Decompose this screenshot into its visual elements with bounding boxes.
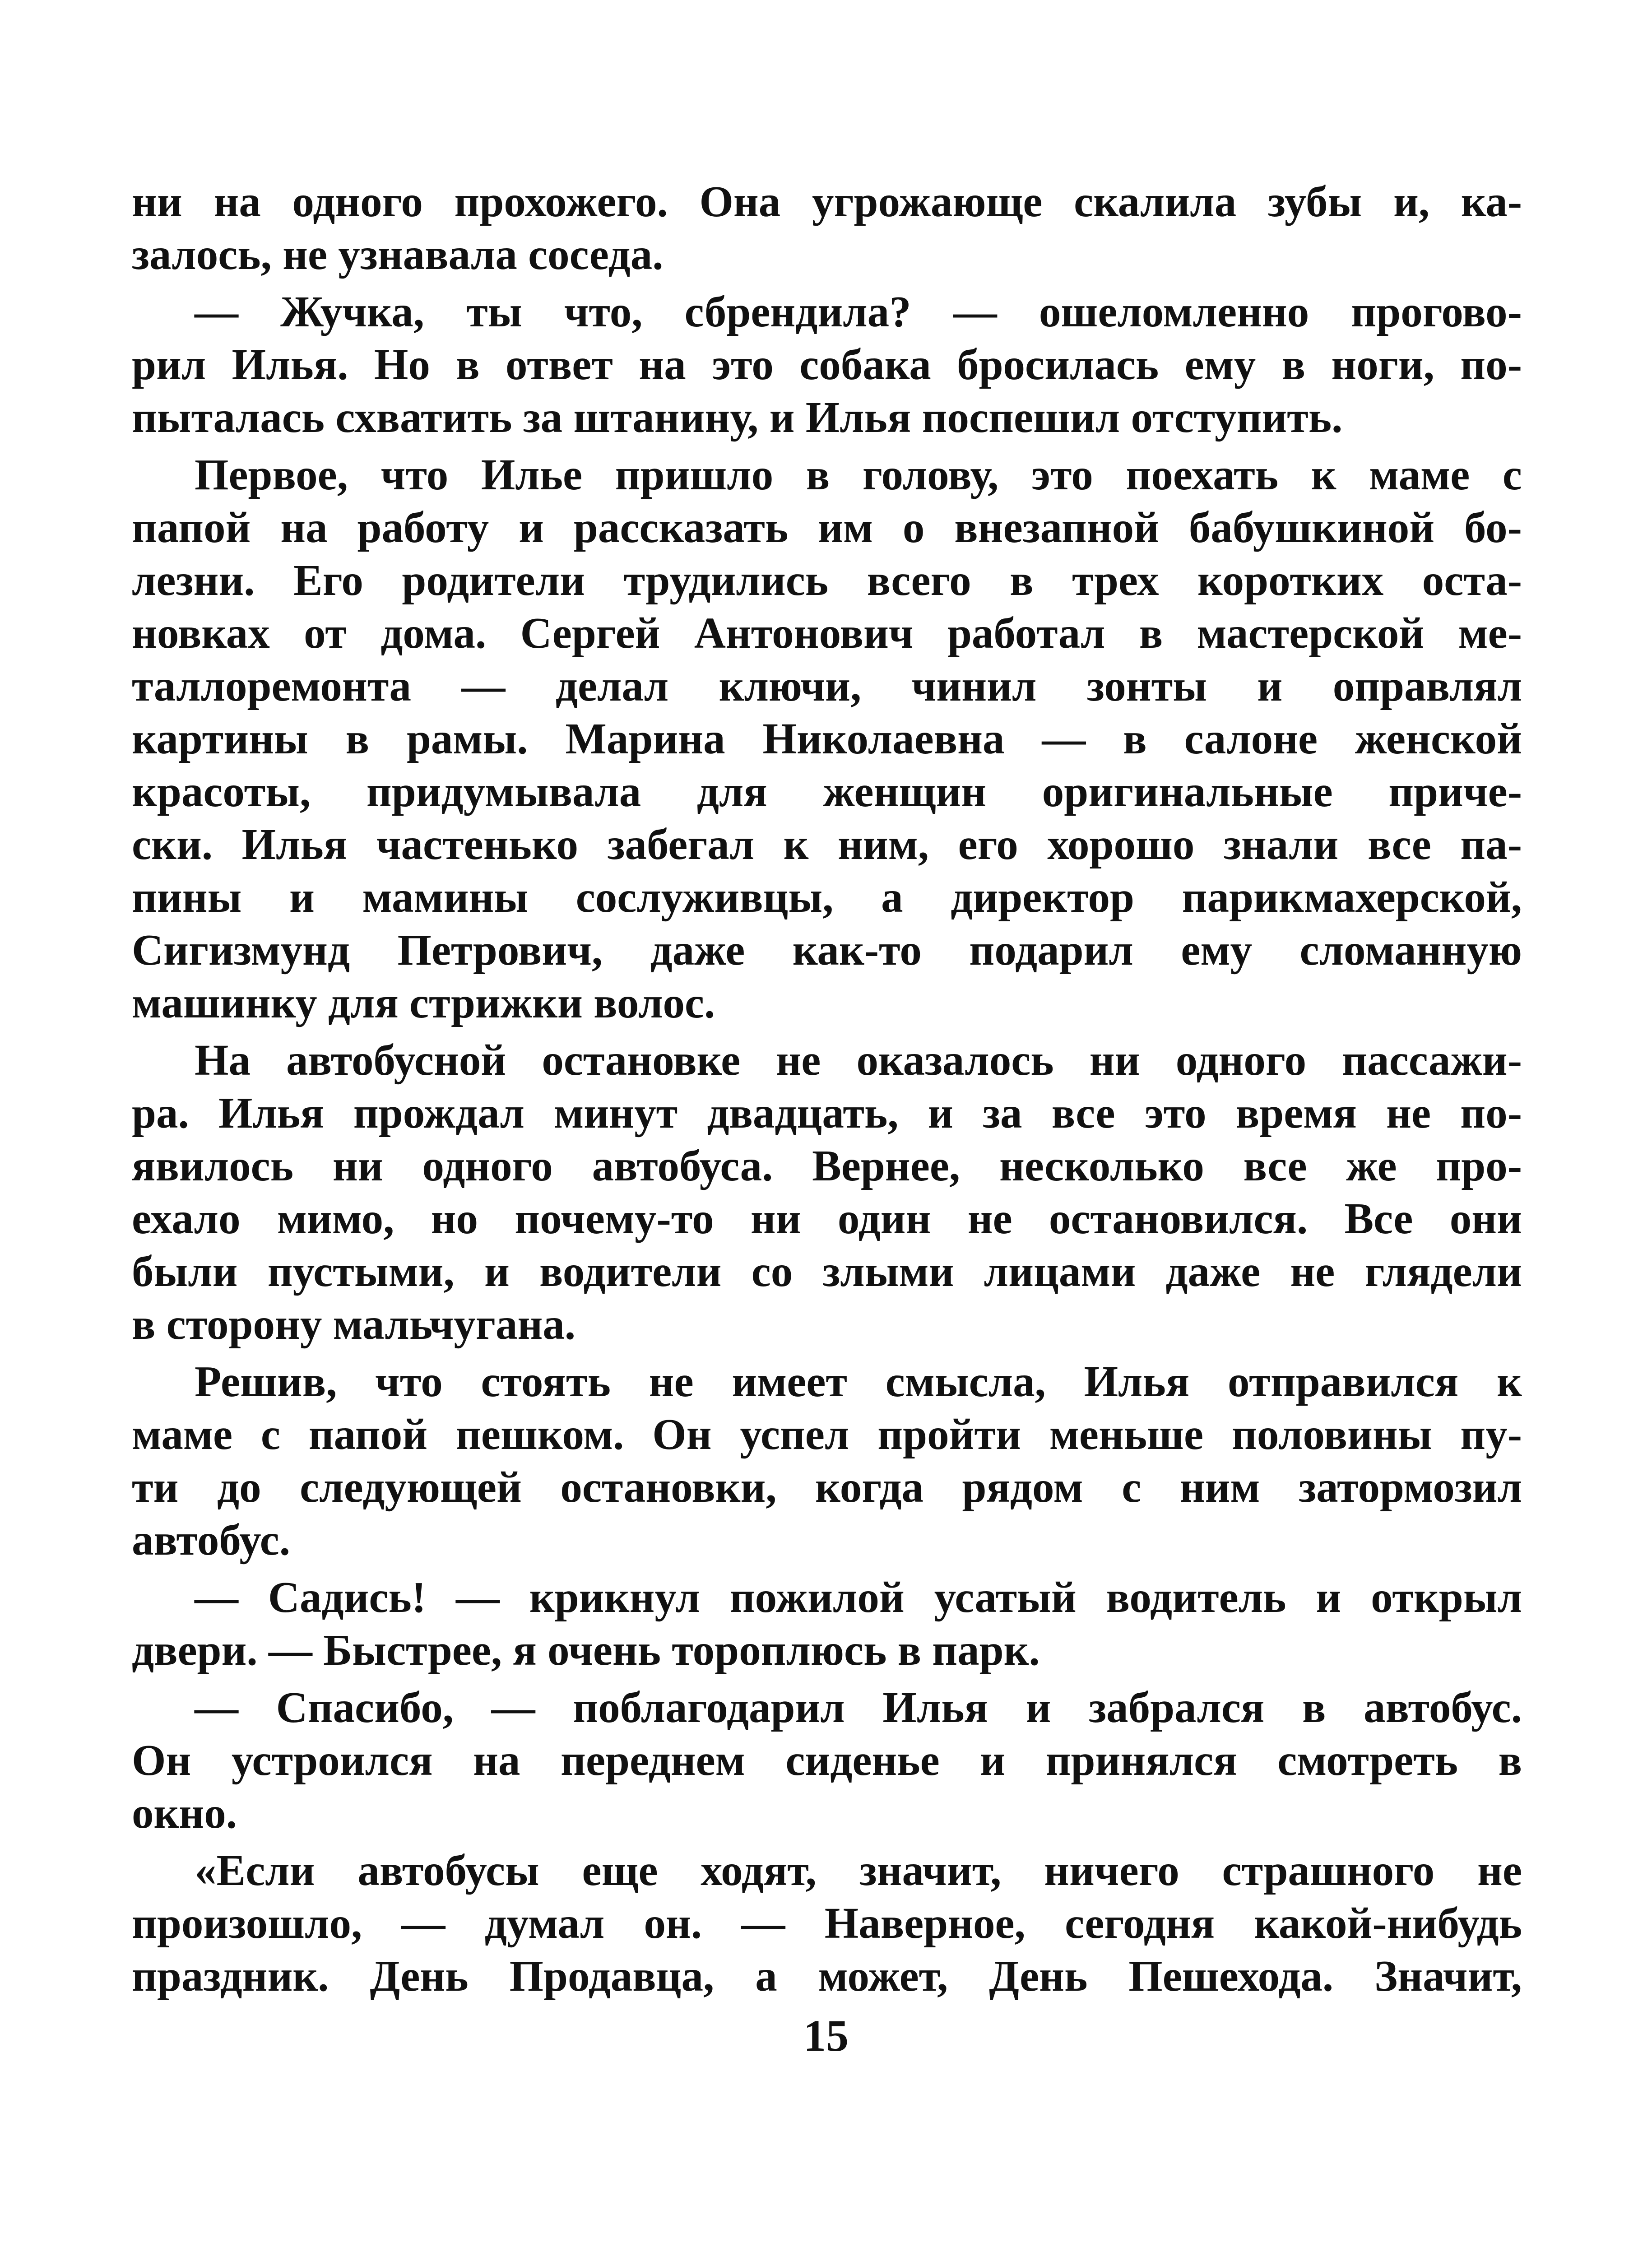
page-number: 15 [803, 2011, 849, 2061]
text-line: машинку для стрижки волос. [132, 979, 715, 1027]
text-line: ти до следующей остановки, когда рядом с ним затормозил [132, 1463, 1522, 1511]
text-line: ехало мимо, но почему-то ни один не остановился. Все они [132, 1194, 1522, 1243]
paragraph [132, 448, 1522, 1029]
text-line: ни на одного прохожего. Она угрожающе скалила зубы и, ка- [132, 177, 1522, 226]
text-line: — Жучка, ты что, сбрендила? — ошеломленно прогово- [195, 288, 1522, 336]
text-line: Сигизмунд Петрович, даже как-то подарил ему сломанную [132, 926, 1522, 974]
paragraph [132, 1355, 1522, 1566]
text-line: «Если автобусы еще ходят, значит, ничего страшного не [195, 1846, 1522, 1895]
body-text [132, 175, 1522, 2007]
paragraph [132, 175, 1522, 281]
paragraph [132, 285, 1522, 444]
text-line: На автобусной остановке не оказалось ни одного пассажи- [195, 1036, 1522, 1084]
text-line: папой на работу и рассказать им о внезапной бабушкиной бо- [132, 503, 1522, 552]
text-line: автобус. [132, 1516, 290, 1564]
text-line: залось, не узнавала соседа. [132, 230, 664, 279]
text-line: пыталась схватить за штанину, и Илья поспешил отступить. [132, 393, 1343, 441]
text-line: произошло, — думал он. — Наверное, сегодня какой-нибудь [132, 1899, 1522, 1947]
text-line: в сторону мальчугана. [132, 1300, 576, 1348]
text-line: лезни. Его родители трудились всего в трех коротких оста- [132, 556, 1522, 604]
text-line: пины и мамины сослуживцы, а директор парикмахерской, [132, 873, 1522, 921]
text-line: ски. Илья частенько забегал к ним, его хорошо знали все па- [132, 820, 1522, 868]
paragraph [132, 1681, 1522, 1839]
text-line: были пустыми, и водители со злыми лицами даже не глядели [132, 1247, 1522, 1296]
text-line: двери. — Быстрее, я очень тороплюсь в парк. [132, 1626, 1040, 1674]
text-line: — Садись! — крикнул пожилой усатый водитель и открыл [195, 1573, 1522, 1621]
text-line: новках от дома. Сергей Антонович работал в мастерской ме- [132, 609, 1522, 657]
text-line: таллоремонта — делал ключи, чинил зонты и оправлял [132, 662, 1522, 710]
text-line: Решив, что стоять не имеет смысла, Илья отправился к [195, 1357, 1522, 1406]
text-line: окно. [132, 1789, 237, 1837]
text-line: Первое, что Илье пришло в голову, это поехать к маме с [195, 450, 1522, 499]
paragraph [132, 1844, 1522, 2002]
text-line: — Спасибо, — поблагодарил Илья и забрался в автобус. [195, 1683, 1522, 1732]
text-line: рил Илья. Но в ответ на это собака бросилась ему в ноги, по- [132, 340, 1522, 389]
paragraph [132, 1571, 1522, 1676]
text-line: картины в рамы. Марина Николаевна — в салоне женской [132, 715, 1522, 763]
paragraph [132, 1034, 1522, 1351]
text-line: красоты, придумывала для женщин оригинальные приче- [132, 767, 1522, 816]
text-line: маме с папой пешком. Он успел пройти меньше половины пу- [132, 1410, 1522, 1458]
text-line: ра. Илья прождал минут двадцать, и за все это время не по- [132, 1089, 1522, 1137]
text-line: праздник. День Продавца, а может, День Пешехода. Значит, [132, 1952, 1522, 2000]
text-line: Он устроился на переднем сиденье и принялся смотреть в [132, 1736, 1522, 1784]
text-line: явилось ни одного автобуса. Вернее, несколько все же про- [132, 1142, 1522, 1190]
